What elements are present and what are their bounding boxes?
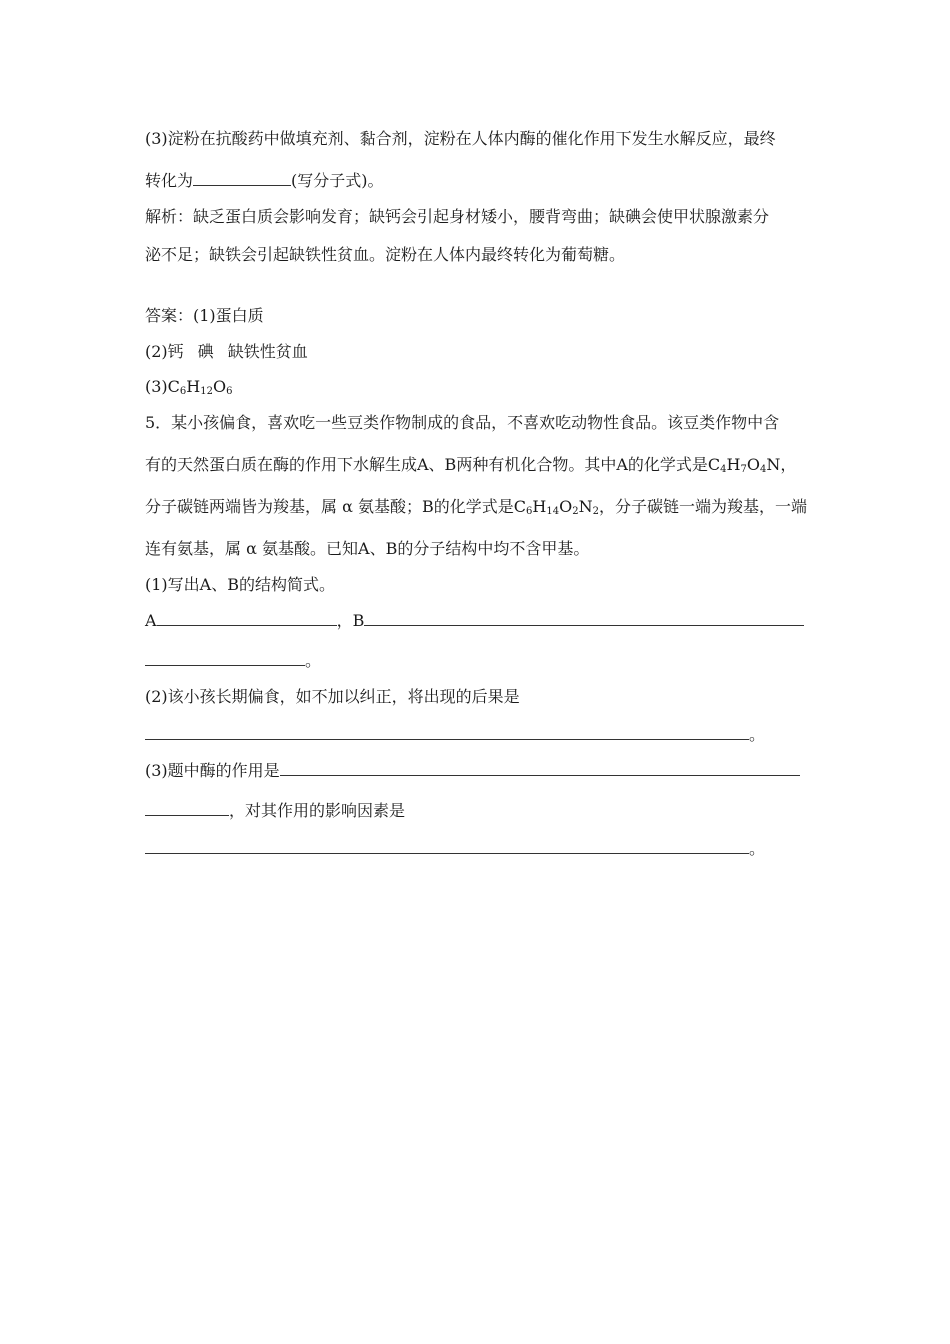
analysis-text: 解析：缺乏蛋白质会影响发育；缺钙会引起身材矮小，腰背弯曲；缺碘会使甲状腺激素分 [145, 207, 770, 226]
formula-sub: 7 [740, 464, 747, 475]
formula-sub: 2 [572, 506, 579, 517]
analysis-line1 [145, 206, 810, 228]
q5-sub1 [145, 574, 810, 596]
q5-line4 [145, 538, 810, 560]
q5-sub3-cont [145, 800, 810, 822]
formula-sub: 4 [759, 464, 767, 475]
q5-sub3-mid: ，对其作用的影响因素是 [229, 801, 406, 820]
formula-part: O [212, 377, 227, 396]
formula-sub: 14 [546, 506, 560, 517]
alpha-symbol: α [342, 497, 353, 516]
answer-line2 [145, 341, 810, 363]
q5-stem-cont: 连有氨基，属 [145, 539, 242, 558]
q4-part3-prefix: 转化为 [145, 171, 194, 190]
q5-stem-cont: ，分子碳链一端为羧基，一端 [598, 497, 807, 516]
answer-blank[interactable] [193, 170, 291, 186]
q4-part3-line1 [145, 128, 810, 150]
answer-blank-factors[interactable] [145, 838, 749, 854]
answer-calcium: (2)钙 [145, 342, 184, 361]
period: 。 [305, 651, 322, 670]
q5-sub3 [145, 760, 810, 782]
formula-part: H [726, 455, 741, 474]
q5-stem: 5．某小孩偏食，喜欢吃一些豆类作物制成的食品，不喜欢吃动物性食品。该豆类作物中含 [145, 413, 780, 432]
q5-sub1-blanks [145, 610, 810, 632]
answer-line1 [145, 305, 810, 327]
q4-part3-suffix: (写分子式)。 [291, 171, 384, 190]
formula-part: H [186, 377, 201, 396]
period: 。 [749, 839, 766, 858]
formula-part: O [746, 455, 760, 474]
label-a: A [145, 611, 157, 630]
answer-blank-enzyme-role[interactable] [280, 760, 800, 776]
formula-part: N [578, 497, 593, 516]
analysis-line2 [145, 244, 810, 266]
q5-sub3-blank2 [145, 838, 810, 860]
q5-sub3-text: (3)题中酶的作用是 [145, 761, 280, 780]
q5-line1 [145, 412, 810, 434]
formula-sub: 6 [179, 386, 187, 397]
formula-sub: 6 [526, 506, 533, 517]
answer-iodine: 碘 [197, 342, 214, 361]
q5-sub2-text: (2)该小孩长期偏食，如不加以纠正，将出现的后果是 [145, 687, 520, 706]
q5-line3 [145, 496, 810, 523]
formula-part: C [513, 497, 527, 516]
formula-part: (3)C [145, 377, 180, 396]
label-b: ，B [336, 611, 365, 630]
formula-part: O [559, 497, 573, 516]
answer-anemia: 缺铁性贫血 [227, 342, 308, 361]
answer-blank-consequence[interactable] [145, 724, 749, 740]
formula-sub: 2 [592, 506, 599, 517]
formula-part: N， [766, 455, 797, 474]
q5-sub1-blank-cont [145, 650, 810, 672]
q5-sub1-text: (1)写出A、B的结构简式。 [145, 575, 335, 594]
answer-text: 答案：(1)蛋白质 [145, 306, 264, 325]
answer-blank-b-cont[interactable] [145, 650, 305, 666]
formula-part: H [532, 497, 547, 516]
period: 。 [749, 725, 766, 744]
analysis-text-cont: 泌不足；缺铁会引起缺铁性贫血。淀粉在人体内最终转化为葡萄糖。 [145, 245, 626, 264]
q5-sub2-blank [145, 724, 810, 746]
alpha-symbol: α [246, 539, 257, 558]
q5-line2 [145, 454, 810, 481]
q5-stem-cont: 氨基酸。已知A、B的分子结构中均不含甲基。 [262, 539, 590, 558]
formula-part: C [707, 455, 721, 474]
q5-stem-cont: 分子碳链两端皆为羧基，属 [145, 497, 338, 516]
q4-part3-line2 [145, 170, 810, 192]
q4-part3-text: (3)淀粉在抗酸药中做填充剂、黏合剂，淀粉在人体内酶的催化作用下发生水解反应，最终 [145, 129, 776, 148]
formula-sub: 12 [200, 386, 213, 397]
formula-sub: 4 [720, 464, 727, 475]
q5-stem-cont: 有的天然蛋白质在酶的作用下水解生成A、B两种有机化合物。其中A的化学式是 [145, 455, 708, 474]
answer-line3 [145, 376, 810, 403]
q5-sub2 [145, 686, 810, 708]
q5-stem-cont: 氨基酸；B的化学式是 [358, 497, 514, 516]
formula-sub: 6 [226, 386, 233, 397]
answer-blank-enzyme-role-cont[interactable] [145, 800, 229, 816]
answer-blank-b[interactable] [364, 610, 804, 626]
answer-blank-a[interactable] [157, 610, 337, 626]
